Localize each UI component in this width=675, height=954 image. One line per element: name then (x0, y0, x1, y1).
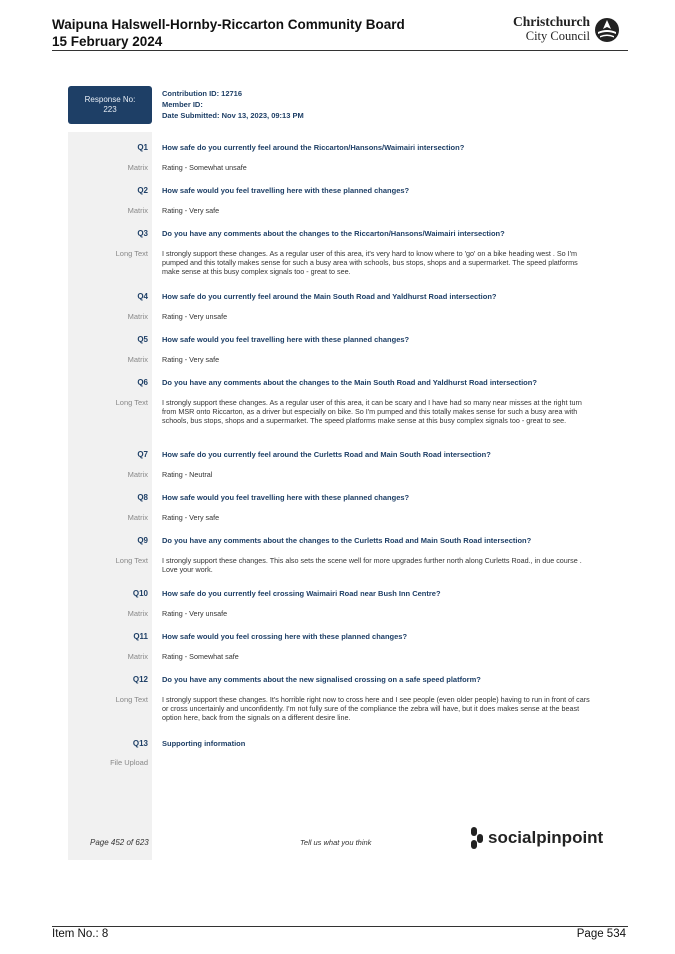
answer-text: Rating - Very safe (162, 513, 220, 522)
board-title: Waipuna Halswell-Hornby-Riccarton Community Board (52, 17, 405, 32)
council-logo (512, 15, 620, 45)
answer-text: Rating - Very safe (162, 206, 220, 215)
question-type: Long Text (115, 249, 148, 258)
question-number: Q2 (137, 186, 148, 195)
question-number: Q1 (137, 143, 148, 152)
question-text: Do you have any comments about the changes to the Main South Road and Yaldhurst Road intersection? (162, 378, 537, 387)
question-type: Long Text (115, 695, 148, 704)
logo-line2: City Council (525, 29, 590, 43)
contribution-id: Contribution ID: 12716 (162, 89, 243, 98)
agenda-page-number: Page 534 (576, 928, 626, 940)
socialpinpoint-mark-icon (470, 827, 484, 849)
answer-text: Rating - Somewhat safe (162, 652, 239, 661)
answer-text: Rating - Very unsafe (162, 312, 228, 321)
header-divider (52, 50, 628, 51)
answer-text: Rating - Very unsafe (162, 609, 228, 618)
answer-text: Rating - Very safe (162, 355, 220, 364)
date-submitted: Date Submitted: Nov 13, 2023, 09:13 PM (162, 111, 304, 120)
question-number: Q7 (137, 450, 148, 459)
inner-page-number: Page 452 of 623 (90, 838, 149, 847)
question-text: How safe do you currently feel around the Curletts Road and Main South Road intersection? (162, 450, 491, 459)
question-type: Matrix (127, 355, 148, 364)
meeting-date: 15 February 2024 (52, 34, 163, 49)
question-type: Matrix (127, 312, 148, 321)
question-type: Matrix (127, 470, 148, 479)
question-text: Supporting information (162, 739, 246, 748)
question-type: Matrix (127, 652, 148, 661)
footer-divider (52, 926, 628, 927)
council-emblem-icon (594, 17, 620, 43)
question-number: Q5 (137, 335, 148, 344)
question-text: How safe do you currently feel crossing Waimairi Road near Bush Inn Centre? (162, 589, 441, 598)
question-type: Long Text (115, 398, 148, 407)
question-number: Q8 (137, 493, 148, 502)
answer-text: Rating - Neutral (162, 470, 213, 479)
response-number: 223 (103, 105, 117, 114)
question-text: How safe would you feel travelling here with these planned changes? (162, 335, 410, 344)
document-header (52, 16, 405, 50)
member-id: Member ID: (162, 100, 203, 109)
question-number: Q3 (137, 229, 148, 238)
answer-text: I strongly support these changes. As a regular user of this area, it can be scary and I have had so many near misses at the right turn from MSR onto Riccarton, as a driver but especially on bike. So I'm pumped and this totally makes sense for such a busy area with schools, bus stops, shops and a supermarket. The speed platforms make sense at this busy complex signals too - great to see. (162, 398, 582, 426)
brand-name: socialpinpoint (488, 828, 604, 847)
answer-text: I strongly support these changes. This also sets the scene well for more upgrades further north along Curletts Road., in due course . Love your work. (162, 556, 582, 575)
submission-meta (162, 88, 304, 121)
question-text: How safe would you feel travelling here with these planned changes? (162, 186, 410, 195)
question-number: Q12 (132, 675, 148, 684)
answer-text: Rating - Somewhat unsafe (162, 163, 247, 172)
response-label: Response No: (84, 95, 136, 104)
question-text: How safe would you feel travelling here with these planned changes? (162, 493, 410, 502)
question-type: Long Text (115, 556, 148, 565)
question-number: Q10 (132, 589, 148, 598)
item-number: Item No.: 8 (52, 928, 109, 940)
question-text: How safe do you currently feel around the Riccarton/Hansons/Waimairi intersection? (162, 143, 465, 152)
answer-text: I strongly support these changes. As a regular user of this area, it's very hard to know where to 'go' on a bike heading west . So I'm pumped and this totally makes sense for such a busy area with schools, bus stops, shops and a supermarket. The speed platforms make sense at this busy complex signals too - great to see. (162, 249, 578, 277)
question-text: Do you have any comments about the new signalised crossing on a safe speed platform? (162, 675, 481, 684)
question-type: Matrix (127, 163, 148, 172)
question-number: Q6 (137, 378, 148, 387)
question-type: Matrix (127, 206, 148, 215)
question-type: File Upload (110, 758, 148, 767)
question-text: Do you have any comments about the changes to the Curletts Road and Main South Road intersection? (162, 536, 532, 545)
question-number: Q9 (137, 536, 148, 545)
question-number: Q13 (132, 739, 148, 748)
tagline: Tell us what you think (300, 838, 372, 847)
answer-text: I strongly support these changes. It's horrible right now to cross here and I see people (even older people) having to run in front of cars or cross uncertainly and unconfidently. I'm not fully sure of the compliance the zebra will have, but it does makes sense at the beast option here, back from the signals on a different desire line. (162, 695, 590, 723)
question-text: Do you have any comments about the changes to the Riccarton/Hansons/Waimairi intersection? (162, 229, 505, 238)
logo-line1: Christchurch (512, 14, 590, 29)
response-number-badge (68, 86, 152, 124)
question-number: Q11 (133, 632, 148, 641)
question-text: How safe would you feel crossing here with these planned changes? (162, 632, 408, 641)
question-text: How safe do you currently feel around the Main South Road and Yaldhurst Road intersection? (162, 292, 497, 301)
question-type: Matrix (127, 513, 148, 522)
question-number: Q4 (137, 292, 148, 301)
question-type: Matrix (127, 609, 148, 618)
